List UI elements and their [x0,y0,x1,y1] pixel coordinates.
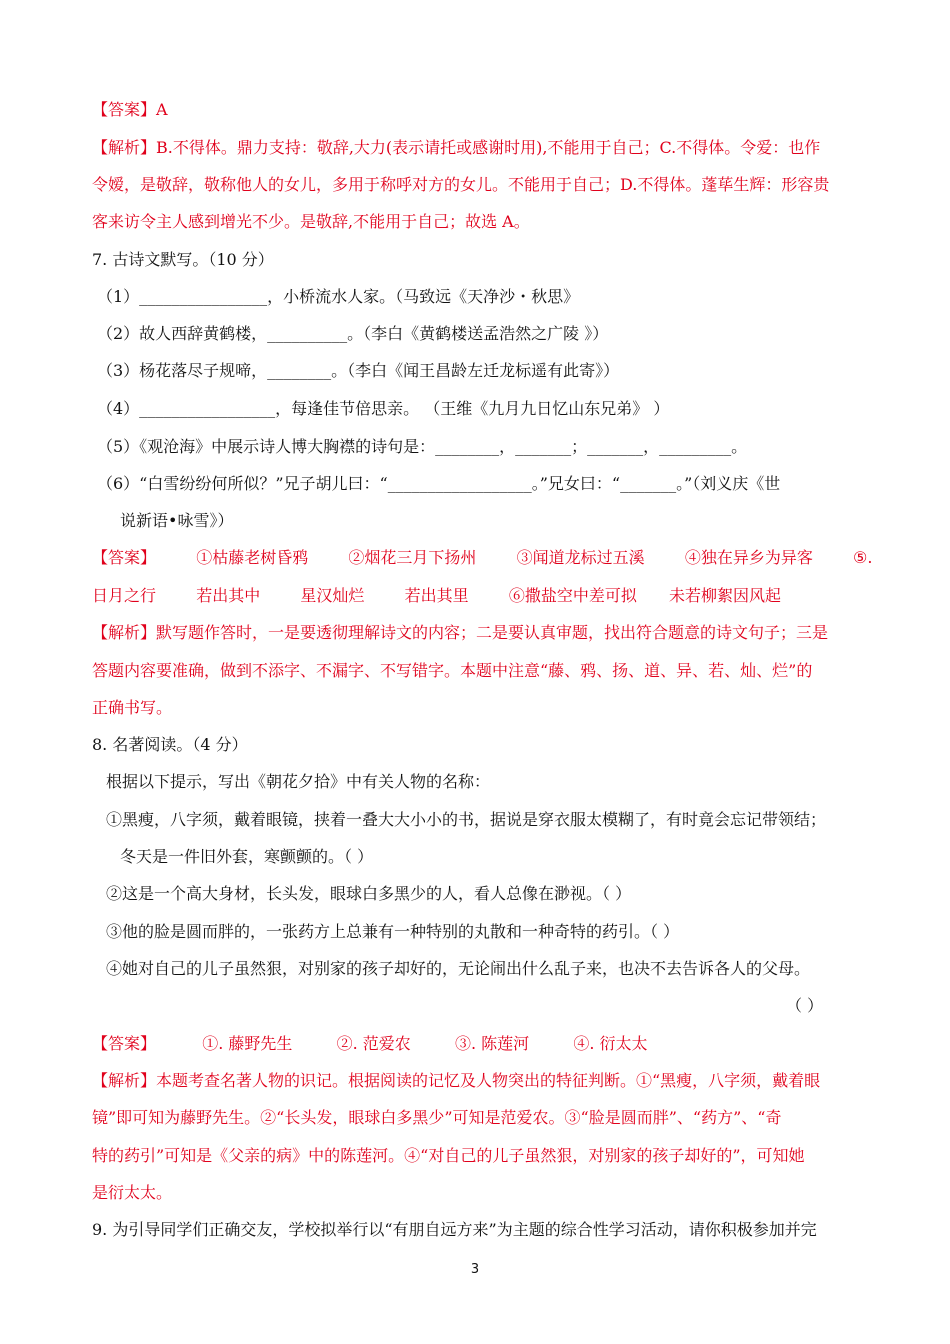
q8-analysis-line-3: 特的药引”可知是《父亲的病》中的陈莲河。④“对自己的儿子虽然狠，对别家的孩子却好的”，可知她 [92,1146,805,1165]
q8-analysis-line-1: 【解析】本题考查名著人物的识记。根据阅读的记忆及人物突出的特征判断。①“黑瘦，八字须，戴着眼 [92,1071,821,1090]
q6-answer: 【答案】A [92,100,168,119]
q7-answer-5d: 若出其里 [404,586,469,605]
q7-item-3: （3）杨花落尽子规啼，________。（李白《闻王昌龄左迁龙标遥有此寄》） [97,361,620,380]
q7-title: 7. 古诗文默写。（10 分） [92,250,274,269]
q8-answer-4: ④. 衍太太 [573,1034,648,1053]
q7-item-1: （1）________________，小桥流水人家。（马致远《天净沙・秋思》 [97,287,580,306]
q8-item-1-cont: 冬天是一件旧外套，寒颤颤的。（ ） [120,847,374,866]
q8-item-3: ③他的脸是圆而胖的，一张药方上总兼有一种特别的丸散和一种奇特的药引。（ ） [106,922,680,941]
q7-answer-line-2 [92,584,781,608]
answer-label: 【答案】 [92,548,157,567]
q7-item-2: （2）故人西辞黄鹤楼，__________。（李白《黄鹤楼送孟浩然之广陵 》） [97,324,609,343]
q8-answer-line [92,1032,648,1056]
q7-analysis-line-1: 【解析】默写题作答时，一是要透彻理解诗文的内容；二是要认真审题，找出符合题意的诗文句子；三是 [92,623,829,642]
q8-analysis-line-2: 镜”即可知为藤野先生。②“长头发，眼球白多黑少”可知是范爱农。③“脸是圆而胖”、“药方”、“奇 [92,1108,782,1127]
q8-intro: 根据以下提示，写出《朝花夕拾》中有关人物的名称： [106,772,491,791]
q7-answer-6b: 未若柳絮因风起 [669,586,782,605]
q8-answer-1: ①. 藤野先生 [202,1034,293,1053]
q7-item-5: （5）《观沧海》中展示诗人博大胸襟的诗句是：________，_______；_______，_________。 [97,437,748,456]
answer-label: 【答案】 [92,1034,157,1053]
q8-answer-2: ②. 范爱农 [336,1034,411,1053]
q8-item-1: ①黑瘦，八字须，戴着眼镜，挟着一叠大大小小的书，据说是穿衣服太模糊了，有时竟会忘记带领结； [106,810,827,829]
q8-item-4: ④她对自己的儿子虽然狠，对别家的孩子却好的，无论闹出什么乱子来，也决不去告诉各人的父母。 [106,959,811,978]
q7-answer-5: ⑤. [853,548,873,567]
q7-analysis-line-2: 答题内容要准确，做到不添字、不漏字、不写错字。本题中注意“藤、鸦、扬、道、异、若、灿、烂”的 [92,661,813,680]
q7-item-6: （6）“白雪纷纷何所似？”兄子胡儿曰：“__________________。”兄女曰：“_______。”（刘义庆《世 [97,474,781,493]
q7-answer-4: ④独在异乡为异客 [684,548,813,567]
q6-analysis-line-3: 客来访令主人感到增光不少。是敬辞,不能用于自己；故选 A。 [92,212,530,231]
q8-analysis-line-4: 是衍太太。 [92,1183,173,1202]
q8-item-4-blank: （ ） [786,996,824,1015]
q7-answer-5a: 日月之行 [92,586,157,605]
q7-item-4: （4）_________________，每逢佳节倍思亲。 （王维《九月九日忆山东兄弟》 ） [97,399,670,418]
q9-title: 9. 为引导同学们正确交友，学校拟举行以“有朋自远方来”为主题的综合性学习活动，请你积极参加并完 [92,1220,817,1239]
q7-answer-6a: ⑥撒盐空中差可拟 [508,586,637,605]
q7-answer-3: ③闻道龙标过五溪 [516,548,645,567]
q8-title: 8. 名著阅读。（4 分） [92,735,248,754]
q6-analysis-line-1: 【解析】B.不得体。鼎力支持：敬辞,大力(表示请托或感谢时用),不能用于自己；C.不得体。令爱：也作 [92,138,821,157]
q7-analysis-line-3: 正确书写。 [92,698,173,717]
q6-analysis-line-2: 令嫒，是敬辞，敬称他人的女儿，多用于称呼对方的女儿。不能用于自己；D.不得体。蓬荜生辉：形容贵 [92,175,830,194]
q7-answer-5b: 若出其中 [196,586,261,605]
q7-item-6-cont: 说新语•咏雪》） [120,511,234,530]
q7-answer-line-1 [92,546,872,570]
q7-answer-5c: 星汉灿烂 [300,586,365,605]
q8-item-2: ②这是一个高大身材，长头发，眼球白多黑少的人，看人总像在渺视。（ ） [106,884,632,903]
page-number: 3 [470,1262,480,1277]
q8-answer-3: ③. 陈莲河 [454,1034,530,1053]
q7-answer-2: ②烟花三月下扬州 [348,548,477,567]
q7-answer-1: ①枯藤老树昏鸦 [196,548,309,567]
